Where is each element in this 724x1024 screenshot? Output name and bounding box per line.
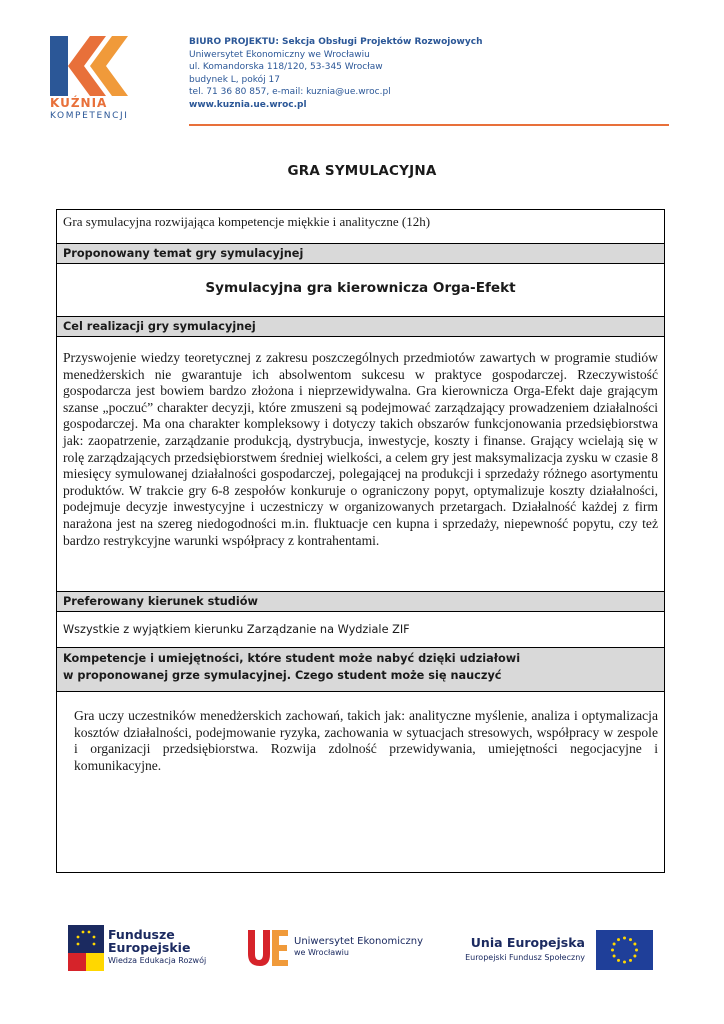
topic-header: Proponowany temat gry symulacyjnej xyxy=(57,244,664,264)
goal-text: Przyswojenie wiedzy teoretycznej z zakresu poszczególnych przedmiotów zawartych w programie studiów menedżerskich nie gwarantuje ich absolwentom sukcesu w praktyce gospodarczej. Rzeczywistość gospodarcza jest bowiem bardzo złożona i nieprzewidywalna. Gra kierownicza Orga-Efekt daje grającym szanse „poczuć” charakter decyzji, które zmuszeni są podejmować zarządzający prowadzeniem działalności gospodarczej. Ma ona charakter kompleksowy i dotyczy takich obszarów funkcjonowania przedsiębiorstwa jak: zaopatrzenie, zarządzanie produkcją, dystrybucja, inwestycje, koszty i finanse. Grający wcielają się w rolę zarządzających przedsiębiorstwem średniej wielkości, a celem gry jest maksymalizacja zysku w czasie 8 miesięcy symulowanej działalności gospodarczej, polegającej na produkcji i sprzedaży różnego asortymentu produktów. W trakcie gry 6-8 zespołów konkuruje o ograniczony popyt, optymalizuje koszty działalności, podejmuje decyzje inwestycyjne i uczestniczy w organizowanych przetargach. Działalność każdej z firm narażona jest na szereg niedogodności m.in. fluktuacje cen kupna i sprzedaży, niepewność popytu, czy też bardzo restrykcyjne warunki współpracy z kontrahentami. xyxy=(63,350,658,548)
goal-header: Cel realizacji gry symulacyjnej xyxy=(57,317,664,337)
office-line: tel. 71 36 80 857, e-mail: kuznia@ue.wroc.pl xyxy=(189,87,391,98)
game-topic: Symulacyjna gra kierownicza Orga-Efekt xyxy=(205,280,516,296)
ue-mark-icon xyxy=(246,928,290,968)
fe-line-3: Wiedza Edukacja Rozwój xyxy=(108,956,207,965)
eu-line-1: Unia Europejska xyxy=(470,935,585,950)
kuznia-kompetencji-logo xyxy=(48,36,130,96)
fe-line-1: Fundusze xyxy=(108,927,175,942)
fe-text xyxy=(108,928,258,965)
page-title: GRA SYMULACYJNA xyxy=(287,163,437,179)
skills-header xyxy=(57,648,664,692)
ue-line-1: Uniwersytet Ekonomiczny xyxy=(294,936,424,947)
eu-line-2: Europejski Fundusz Społeczny xyxy=(465,953,585,962)
intro-row: Gra symulacyjna rozwijająca kompetencje miękkie i analityczne (12h) xyxy=(57,210,664,244)
office-website-link[interactable]: www.kuznia.ue.wroc.pl xyxy=(189,99,307,110)
simulation-game-table xyxy=(56,209,665,873)
skills-row xyxy=(57,692,664,874)
field-header: Preferowany kierunek studiów xyxy=(57,592,664,612)
logo-wordmark xyxy=(50,96,128,121)
fe-flag-icon xyxy=(66,923,106,973)
logo-line-1: KUŹNIA xyxy=(50,96,108,110)
ue-text xyxy=(294,936,454,957)
logo-line-2: KOMPETENCJI xyxy=(50,111,129,121)
topic-row xyxy=(57,264,664,317)
ue-line-2: we Wrocławiu xyxy=(294,948,349,957)
office-line: Uniwersytet Ekonomiczny we Wrocławiu xyxy=(189,49,370,60)
fe-line-2: Europejskie xyxy=(108,940,191,955)
eu-flag-icon xyxy=(596,930,653,970)
skills-text: Gra uczy uczestników menedżerskich zachowań, takich jak: analityczne myślenie, analiza i optymalizacja kosztów działalności, podejmowanie ryzyka, zachowania w sytuacjach stresowych, współpracy w zespole i organizacji przedsiębiorstwa. Rozwija zdolność przewidywania, umiejętności negocjacyjne i komunikacyjne. xyxy=(74,708,658,773)
eu-text xyxy=(455,935,585,962)
office-line: ul. Komandorska 118/120, 53-345 Wrocław xyxy=(189,62,383,73)
project-office-info xyxy=(189,36,482,112)
field-text: Wszystkie z wyjątkiem kierunku Zarządzanie na Wydziale ZIF xyxy=(57,612,664,648)
office-line: budynek L, pokój 17 xyxy=(189,74,280,85)
skills-header-line: Kompetencje i umiejętności, które student może nabyć dzięki udziałowi xyxy=(63,652,521,665)
office-title: BIURO PROJEKTU: Sekcja Obsługi Projektów Rozwojowych xyxy=(189,37,483,47)
goal-row xyxy=(57,337,664,592)
header-divider xyxy=(189,124,669,126)
skills-header-line: w proponowanej grze symulacyjnej. Czego student może się nauczyć xyxy=(63,669,502,682)
